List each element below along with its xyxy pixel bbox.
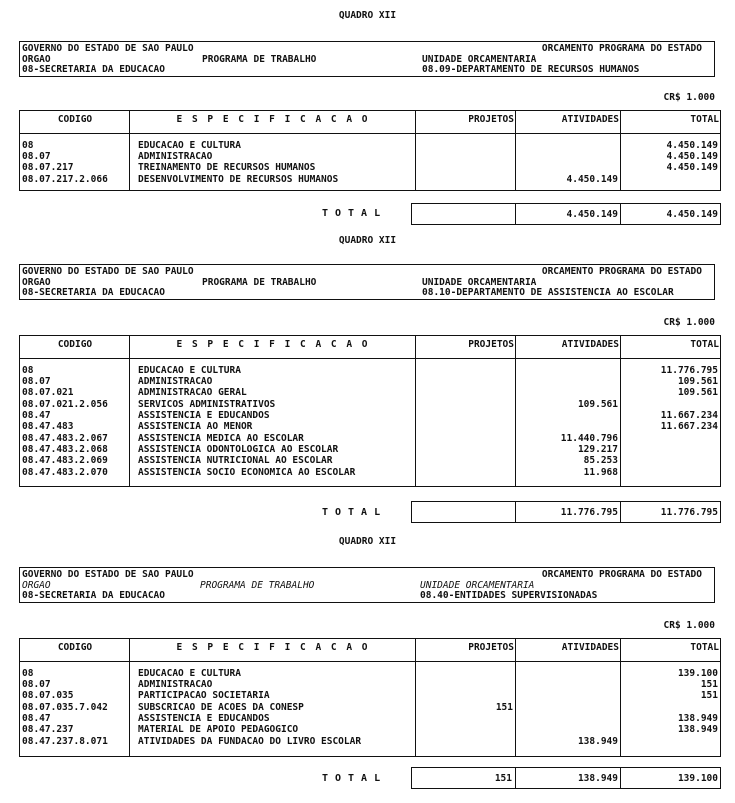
unidade-value: 08.40-ENTIDADES SUPERVISIONADAS xyxy=(420,590,598,601)
row-spec: PARTICIPACAO SOCIETARIA xyxy=(138,690,270,701)
row-spec: ADMINISTRACAO xyxy=(138,376,213,387)
row-codigo: 08.07 xyxy=(22,151,51,162)
government-label: GOVERNO DO ESTADO DE SAO PAULO xyxy=(22,43,194,54)
budget-program-label: ORCAMENTO PROGRAMA DO ESTADO xyxy=(541,266,702,277)
row-codigo: 08.47.483.2.069 xyxy=(22,455,108,466)
row-atividades: 11.440.796 xyxy=(560,433,618,444)
row-codigo: 08.47.483.2.067 xyxy=(22,433,108,444)
row-atividades: 109.561 xyxy=(577,399,618,410)
unidade-label: UNIDADE ORCAMENTARIA xyxy=(422,277,537,288)
total-total: 4.450.149 xyxy=(666,209,718,220)
col-header-total: TOTAL xyxy=(690,642,719,653)
row-spec: DESENVOLVIMENTO DE RECURSOS HUMANOS xyxy=(138,174,339,185)
row-codigo: 08.47.483.2.068 xyxy=(22,444,108,455)
row-total: 138.949 xyxy=(677,713,718,724)
row-codigo: 08.47.237.8.071 xyxy=(22,736,108,747)
orgao-value: 08-SECRETARIA DA EDUCACAO xyxy=(22,590,165,601)
row-spec: ADMINISTRACAO xyxy=(138,679,213,690)
row-total: 11.667.234 xyxy=(660,410,718,421)
col-header-atividades: ATIVIDADES xyxy=(561,339,619,350)
row-codigo: 08.47 xyxy=(22,713,51,724)
col-header-codigo: CODIGO xyxy=(57,114,93,125)
orgao-label: ORGAO xyxy=(22,54,51,65)
row-spec: ADMINISTRACAO GERAL xyxy=(138,387,247,398)
row-codigo: 08.07 xyxy=(22,679,51,690)
total-atividades: 4.450.149 xyxy=(566,209,618,220)
row-spec: SUBSCRICAO DE ACOES DA CONESP xyxy=(138,702,304,713)
row-total: 151 xyxy=(700,690,718,701)
total-label: TOTAL xyxy=(322,773,388,784)
unidade-value: 08.09-DEPARTAMENTO DE RECURSOS HUMANOS xyxy=(422,64,640,75)
block-title: QUADRO XII xyxy=(338,235,397,246)
total-label: TOTAL xyxy=(322,507,388,518)
row-codigo: 08.07.035 xyxy=(22,690,74,701)
programa-label: PROGRAMA DE TRABALHO xyxy=(202,54,317,65)
government-label: GOVERNO DO ESTADO DE SAO PAULO xyxy=(22,266,194,277)
row-codigo: 08.07.217 xyxy=(22,162,74,173)
row-spec: MATERIAL DE APOIO PEDAGOGICO xyxy=(138,724,299,735)
orgao-value: 08-SECRETARIA DA EDUCACAO xyxy=(22,64,165,75)
row-codigo: 08.07.217.2.066 xyxy=(22,174,108,185)
row-total: 139.100 xyxy=(677,668,718,679)
row-atividades: 85.253 xyxy=(583,455,618,466)
row-spec: ATIVIDADES DA FUNDACAO DO LIVRO ESCOLAR xyxy=(138,736,362,747)
totals-box xyxy=(411,767,721,789)
currency-unit: CR$ 1.000 xyxy=(663,92,715,103)
total-projetos: 151 xyxy=(494,773,512,784)
row-codigo: 08 xyxy=(22,140,34,151)
budget-table xyxy=(19,335,721,487)
row-spec: EDUCACAO E CULTURA xyxy=(138,668,241,679)
row-spec: ASSISTENCIA E EDUCANDOS xyxy=(138,410,270,421)
col-header-especificacao: E S P E C I F I C A C A O xyxy=(176,114,370,125)
row-total: 11.776.795 xyxy=(660,365,718,376)
budget-header-box xyxy=(19,41,715,77)
programa-label: PROGRAMA DE TRABALHO xyxy=(200,580,315,591)
row-codigo: 08.47.237 xyxy=(22,724,74,735)
row-spec: ASSISTENCIA NUTRICIONAL AO ESCOLAR xyxy=(138,455,333,466)
block-title: QUADRO XII xyxy=(338,10,397,21)
row-total: 4.450.149 xyxy=(666,140,718,151)
budget-table xyxy=(19,110,721,191)
row-codigo: 08.07.021.2.056 xyxy=(22,399,108,410)
col-header-total: TOTAL xyxy=(690,114,719,125)
row-spec: SERVICOS ADMINISTRATIVOS xyxy=(138,399,276,410)
row-spec: ADMINISTRACAO xyxy=(138,151,213,162)
row-spec: TREINAMENTO DE RECURSOS HUMANOS xyxy=(138,162,316,173)
government-label: GOVERNO DO ESTADO DE SAO PAULO xyxy=(22,569,194,580)
row-atividades: 129.217 xyxy=(577,444,618,455)
row-codigo: 08.47.483.2.070 xyxy=(22,467,108,478)
row-total: 138.949 xyxy=(677,724,718,735)
block-title: QUADRO XII xyxy=(338,536,397,547)
row-codigo: 08 xyxy=(22,668,34,679)
total-total: 139.100 xyxy=(677,773,718,784)
row-total: 151 xyxy=(700,679,718,690)
budget-program-label: ORCAMENTO PROGRAMA DO ESTADO xyxy=(541,569,702,580)
row-codigo: 08.47.483 xyxy=(22,421,74,432)
row-total: 4.450.149 xyxy=(666,151,718,162)
row-spec: ASSISTENCIA ODONTOLOGICA AO ESCOLAR xyxy=(138,444,339,455)
currency-unit: CR$ 1.000 xyxy=(663,620,715,631)
col-header-total: TOTAL xyxy=(690,339,719,350)
row-atividades: 138.949 xyxy=(577,736,618,747)
total-atividades: 11.776.795 xyxy=(560,507,618,518)
col-header-especificacao: E S P E C I F I C A C A O xyxy=(176,642,370,653)
orgao-label: ORGAO xyxy=(22,277,51,288)
col-header-atividades: ATIVIDADES xyxy=(561,642,619,653)
col-header-codigo: CODIGO xyxy=(57,339,93,350)
row-codigo: 08.07 xyxy=(22,376,51,387)
row-total: 109.561 xyxy=(677,376,718,387)
total-atividades: 138.949 xyxy=(577,773,618,784)
row-spec: ASSISTENCIA SOCIO ECONOMICA AO ESCOLAR xyxy=(138,467,356,478)
total-label: TOTAL xyxy=(322,208,388,219)
col-header-codigo: CODIGO xyxy=(57,642,93,653)
totals-box xyxy=(411,203,721,225)
budget-header-box xyxy=(19,567,715,603)
currency-unit: CR$ 1.000 xyxy=(663,317,715,328)
row-atividades: 11.968 xyxy=(583,467,618,478)
row-total: 109.561 xyxy=(677,387,718,398)
col-header-projetos: PROJETOS xyxy=(468,339,514,350)
col-header-atividades: ATIVIDADES xyxy=(561,114,619,125)
row-codigo: 08.07.035.7.042 xyxy=(22,702,108,713)
budget-program-label: ORCAMENTO PROGRAMA DO ESTADO xyxy=(541,43,702,54)
budget-table xyxy=(19,638,721,757)
unidade-label: UNIDADE ORCAMENTARIA xyxy=(422,54,537,65)
orgao-value: 08-SECRETARIA DA EDUCACAO xyxy=(22,287,165,298)
row-atividades: 4.450.149 xyxy=(566,174,618,185)
unidade-label: UNIDADE ORCAMENTARIA xyxy=(420,580,535,591)
row-codigo: 08.07.021 xyxy=(22,387,74,398)
col-header-especificacao: E S P E C I F I C A C A O xyxy=(176,339,370,350)
budget-header-box xyxy=(19,264,715,300)
row-spec: ASSISTENCIA AO MENOR xyxy=(138,421,253,432)
programa-label: PROGRAMA DE TRABALHO xyxy=(202,277,317,288)
row-codigo: 08.47 xyxy=(22,410,51,421)
orgao-label: ORGAO xyxy=(22,580,51,591)
total-total: 11.776.795 xyxy=(660,507,718,518)
unidade-value: 08.10-DEPARTAMENTO DE ASSISTENCIA AO ESCOLAR xyxy=(422,287,674,298)
totals-box xyxy=(411,501,721,523)
row-spec: ASSISTENCIA E EDUCANDOS xyxy=(138,713,270,724)
row-spec: EDUCACAO E CULTURA xyxy=(138,365,241,376)
row-codigo: 08 xyxy=(22,365,34,376)
col-header-projetos: PROJETOS xyxy=(468,114,514,125)
row-total: 11.667.234 xyxy=(660,421,718,432)
row-projetos: 151 xyxy=(495,702,513,713)
col-header-projetos: PROJETOS xyxy=(468,642,514,653)
row-total: 4.450.149 xyxy=(666,162,718,173)
row-spec: EDUCACAO E CULTURA xyxy=(138,140,241,151)
row-spec: ASSISTENCIA MEDICA AO ESCOLAR xyxy=(138,433,304,444)
